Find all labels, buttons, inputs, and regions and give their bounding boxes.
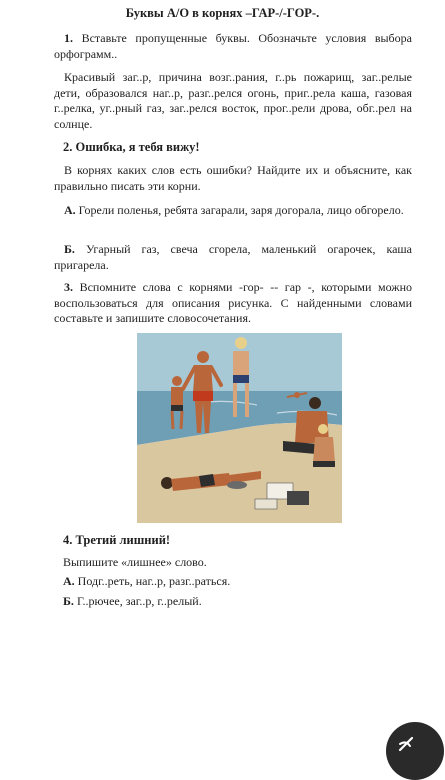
task2-a-label: А. xyxy=(64,203,76,217)
floating-action-button[interactable] xyxy=(386,722,444,780)
task1-instruction xyxy=(54,31,412,62)
task2-item-b xyxy=(54,242,412,273)
beach-illustration xyxy=(137,333,342,523)
task4-b-label: Б. xyxy=(63,594,74,608)
task4-item-a xyxy=(63,574,230,589)
task3-text xyxy=(54,280,412,327)
task1-instruction-text: Вставьте пропущенные буквы. Обозначьте условия выбора орфограмм.. xyxy=(54,31,412,61)
task4-heading: 4. Третий лишний! xyxy=(63,533,171,547)
task3-number: 3. xyxy=(64,280,73,294)
task2-question: В корнях каких слов есть ошибки? Найдите их и объясните, как правильно писать эти корни. xyxy=(54,163,412,193)
task4-a-label: А. xyxy=(63,574,75,588)
task4-a-text: Подг..реть, наг..р, разг..раться. xyxy=(77,574,231,588)
edit-pen-icon xyxy=(396,732,420,756)
task2-item-a xyxy=(54,203,412,219)
task2-a-text: Горели поленья, ребята загарали, заря догорала, лицо обгорело. xyxy=(78,203,404,217)
task1-text: Красивый заг..р, причина возг..рания, г..рь пожарищ, заг..релые дети, образовался наг..р, разг..релся огонь, приг..рела каша, газовая г..релка, уг..рный газ, заг..релся восток, прог..рели дрова, обг..рел на солнце. xyxy=(54,70,412,131)
task4-item-b xyxy=(63,594,202,609)
task1-number: 1. xyxy=(64,31,73,45)
page-title: Буквы А/О в корнях –ГАР-/-ГОР-. xyxy=(125,6,320,20)
task4-b-text: Г..рючее, заг..р, г..релый. xyxy=(76,594,202,608)
task2-heading: 2. Ошибка, я тебя вижу! xyxy=(63,140,200,154)
task3-body: Вспомните слова с корнями -гор- -- гар -, которыми можно воспользоваться для описания рисунка. С найденными словами составьте и запишите словосочетания. xyxy=(54,280,412,325)
task2-b-label: Б. xyxy=(64,242,75,256)
task2-b-text: Угарный газ, свеча сгорела, маленький огарочек, каша пригарела. xyxy=(54,242,413,272)
task4-instruction: Выпишите «лишнее» слово. xyxy=(63,555,207,569)
